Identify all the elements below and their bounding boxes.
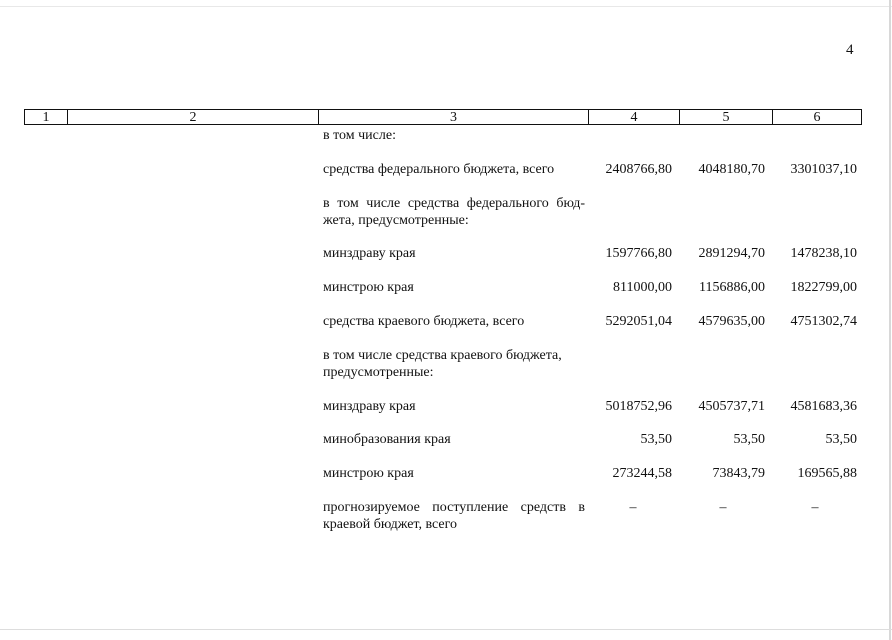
header-col-5: 5: [680, 110, 773, 124]
row-value-col-6: 1822799,00: [790, 280, 857, 295]
row-label: минздраву края: [323, 246, 416, 261]
scan-edge-bottom: [0, 629, 892, 630]
row-value-col-5: 1156886,00: [699, 280, 765, 295]
row-value-col-6: 1478238,10: [790, 246, 857, 261]
row-value-col-5: 53,50: [733, 432, 765, 447]
row-value-col-4: 1597766,80: [605, 246, 672, 261]
header-col-3: 3: [319, 110, 589, 124]
row-label: в том числе:: [323, 128, 396, 143]
row-value-col-6: 4581683,36: [790, 399, 857, 414]
row-value-col-5: 4505737,71: [698, 399, 765, 414]
row-value-col-4: 273244,58: [612, 466, 672, 481]
row-value-col-4: 2408766,80: [605, 162, 672, 177]
header-col-2: 2: [68, 110, 319, 124]
row-value-col-5: –: [719, 500, 727, 515]
row-value-col-5: 4048180,70: [698, 162, 765, 177]
row-value-col-6: 169565,88: [797, 466, 857, 481]
row-value-col-6: 4751302,74: [790, 314, 857, 329]
row-value-col-6: –: [811, 500, 819, 515]
row-value-col-6: 53,50: [825, 432, 857, 447]
row-label: средства краевого бюджета, всего: [323, 314, 525, 329]
row-value-col-4: 5018752,96: [605, 399, 672, 414]
row-label: в том числе средства краевого бюджета, предусмотренные:: [323, 348, 562, 380]
row-label: прогнозируемое поступление средств в краевой бюджет, всего: [323, 500, 585, 532]
row-label: минобразования края: [323, 432, 451, 447]
header-col-6: 6: [813, 110, 821, 125]
row-value-col-5: 73843,79: [712, 466, 765, 481]
scan-edge-top: [0, 6, 892, 7]
row-label: минздраву края: [323, 399, 416, 414]
header-col-4: 4: [589, 110, 680, 124]
scan-edge-right: [889, 0, 891, 640]
header-col-1: 1: [25, 110, 68, 124]
row-label: минстрою края: [323, 466, 414, 481]
table-header-row: [24, 109, 862, 125]
row-label: в том числе средства федерального бюд-жета, предусмотренные:: [323, 196, 585, 228]
row-label: средства федерального бюджета, всего: [323, 162, 555, 177]
row-value-col-5: 4579635,00: [698, 314, 765, 329]
row-value-col-4: 811000,00: [613, 280, 672, 295]
row-value-col-4: 5292051,04: [605, 314, 672, 329]
row-value-col-5: 2891294,70: [698, 246, 765, 261]
row-value-col-6: 3301037,10: [790, 162, 857, 177]
page-number: 4: [846, 42, 854, 58]
row-value-col-4: –: [629, 500, 637, 515]
row-label: минстрою края: [323, 280, 414, 295]
row-value-col-4: 53,50: [640, 432, 672, 447]
